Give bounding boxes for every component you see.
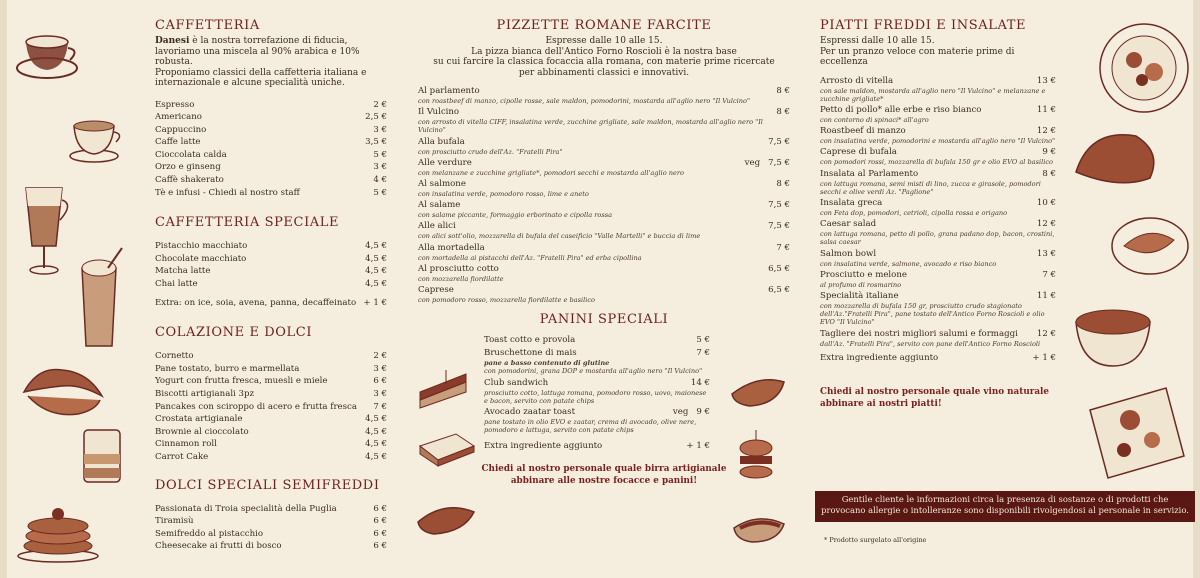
roast-meat-illustration xyxy=(1070,122,1166,192)
menu-item-description: con roastbeef di manzo, cipolle rosse, sale maldon, pomodorini, mostarda all'aglio nero "Il Vulcino" xyxy=(418,97,751,105)
menu-item-header xyxy=(820,126,1056,137)
menu-item-price: 6,5 € xyxy=(768,285,790,296)
menu-item-name: Cinnamon roll xyxy=(155,439,217,450)
menu-item-price: 11 € xyxy=(1036,290,1056,301)
wine-promo: Chiedi al nostro personale quale vino naturale abbinare ai nostri piatti! xyxy=(820,387,1049,410)
menu-item xyxy=(418,179,790,198)
menu-item-price-group xyxy=(696,348,710,359)
menu-item-name: Pancakes con sciroppo di acero e frutta fresca xyxy=(155,401,357,412)
column-right xyxy=(820,18,1056,410)
menu-item-header xyxy=(820,291,1056,302)
piatti-extra-row: Extra ingrediente aggiunto + 1 € xyxy=(820,352,1056,363)
menu-item-name: Carrot Cake xyxy=(155,451,209,462)
menu-item-price: 3 € xyxy=(373,162,387,173)
menu-item xyxy=(155,438,387,451)
menu-item-price: 7,5 € xyxy=(768,221,790,232)
menu-item-price-group xyxy=(768,137,790,148)
iced-coffee-illustration xyxy=(68,246,132,352)
menu-item-header xyxy=(820,169,1056,180)
menu-item-header xyxy=(418,86,790,97)
menu-item-description: con alici sott'olio, mozzarella di bufala del caseificio "Valle Martelli" e buccia di lime xyxy=(418,232,701,241)
menu-item-price: 13 € xyxy=(1036,248,1056,259)
menu-item-description: con insalatina verde, pomodoro rosso, lime e aneto xyxy=(418,190,589,199)
menu-item-description: con contorno di spinaci* all'agro xyxy=(820,115,929,124)
menu-item-description: con pomodoro rosso, mozzarella fiordilatte e basilico xyxy=(418,296,595,305)
menu-item xyxy=(820,169,1056,196)
menu-item-price-group xyxy=(673,407,710,418)
menu-item-description: dall'Az. "Fratelli Pira", servito con pane dell'Antico Forno Roscioli xyxy=(820,339,1041,348)
menu-item xyxy=(418,137,790,156)
menu-item-name: Biscotti artigianali 3pz xyxy=(155,389,255,399)
menu-item-name: Cheesecake ai frutti di bosco xyxy=(155,541,282,552)
menu-item-price: 6 € xyxy=(373,376,387,387)
allergen-notice: Gentile cliente le informazioni circa la presenza di sostanze o di prodotti che provocano allergie o intolleranze sono disponibili rivolgendosi al personale in servizio. xyxy=(815,491,1195,522)
menu-item-header xyxy=(418,179,790,190)
menu-item-price: 6 € xyxy=(373,528,387,539)
menu-item-price: 7 € xyxy=(373,401,387,412)
menu-item-name: Roastbeef di manzo xyxy=(820,126,906,137)
menu-item-price-group xyxy=(1037,291,1056,302)
menu-item xyxy=(820,126,1056,145)
menu-item-name: Specialità italiane xyxy=(820,290,899,301)
menu-item xyxy=(155,540,387,553)
menu-item-description: con pomodorini, grana DOP e mostarda all'aglio nero "Il Vulcino" xyxy=(484,367,703,376)
menu-item-description: con mozzarella di bufala 150 gr, prosciutto crudo stagionato dell'Az."Fratelli Pira", pane tostato dell'Antico Forno Roscioli e olio EVO "Il Vulcino" xyxy=(820,301,1045,327)
menu-item-header xyxy=(418,285,790,296)
menu-item xyxy=(820,198,1056,217)
menu-item-price: 9 € xyxy=(696,407,710,418)
menu-item xyxy=(155,136,387,149)
menu-item xyxy=(820,291,1056,327)
menu-item xyxy=(484,378,710,405)
charcuterie-board-illustration xyxy=(1080,380,1190,484)
menu-item-price: 4,5 € xyxy=(365,414,387,425)
menu-item-name: Caesar salad xyxy=(820,219,877,230)
caffetteria-intro: Danesi è la nostra torrefazione di fiducia, lavoriamo una miscela al 90% arabica e 10% robusta. Proponiamo classici della caffetteria italiana e internazionale e alcune specialità uniche. xyxy=(155,36,367,88)
menu-item-name: Alla bufala xyxy=(418,136,465,147)
menu-item-name: Cioccolata calda xyxy=(155,149,227,160)
menu-item-description: con salame piccante, formaggio erborinato e cipolla rossa xyxy=(418,211,613,220)
beer-promo: Chiedi al nostro personale quale birra artigianale abbinare alle nostre focacce e panini! xyxy=(481,464,727,487)
menu-item-header xyxy=(418,243,790,254)
menu-item-price: 2 € xyxy=(373,351,387,362)
colazione-list xyxy=(155,350,387,463)
menu-item-price-group xyxy=(768,221,790,232)
menu-item-price: 12 € xyxy=(1036,219,1056,230)
menu-item-description: con lattuga romana, semi misti di lino, zucca e girasole, pomodori secchi e olive verdi Az. "Paglione" xyxy=(820,179,1041,196)
menu-item xyxy=(418,86,790,105)
menu-item-name: Semifreddo al pistacchio xyxy=(155,528,264,539)
column-middle xyxy=(418,18,790,487)
menu-item-price-group xyxy=(768,264,790,275)
menu-item-name: Tagliere dei nostri migliori salumi e formaggi xyxy=(820,328,1018,339)
menu-item-price: 6 € xyxy=(373,516,387,527)
section-title-piatti: PIATTI FREDDI E INSALATE xyxy=(820,18,1027,33)
menu-item-price-group xyxy=(1037,219,1056,230)
pancakes-illustration xyxy=(14,498,100,564)
menu-item-price-group xyxy=(1037,329,1056,340)
menu-item-name: Avocado zaatar toast xyxy=(484,407,576,418)
menu-item-name: Tiramisù xyxy=(155,516,194,527)
menu-item-price: 4,5 € xyxy=(365,439,387,450)
menu-item-header xyxy=(820,76,1056,87)
menu-item-name: Club sandwich xyxy=(484,377,549,388)
menu-item-price-group xyxy=(696,335,710,346)
menu-item xyxy=(820,249,1056,268)
menu-item-header xyxy=(820,219,1056,230)
menu-item xyxy=(155,253,387,266)
menu-item xyxy=(418,158,790,177)
menu-item-price: 3 € xyxy=(373,389,387,399)
menu-item-price: 7 € xyxy=(696,348,710,359)
menu-item-price: 8 € xyxy=(776,179,790,190)
menu-item-name: Pistacchio macchiato xyxy=(155,241,248,252)
menu-item-name: Espresso xyxy=(155,99,195,110)
menu-item-price: 3 € xyxy=(373,363,387,374)
menu-item-price: 6,5 € xyxy=(768,263,790,274)
menu-item xyxy=(418,243,790,262)
menu-item-name: Cappuccino xyxy=(155,124,207,135)
menu-item-price: 8 € xyxy=(776,86,790,96)
menu-item-name: Prosciutto e melone xyxy=(820,269,907,280)
menu-item-price: 12 € xyxy=(1036,328,1056,339)
menu-item xyxy=(820,105,1056,124)
section-title-panini: PANINI SPECIALI xyxy=(539,312,669,328)
menu-item-description: con prosciutto crudo dell'Az. "Fratelli Pira" xyxy=(418,147,563,156)
menu-item-name: Brownie al cioccolato xyxy=(155,426,249,437)
menu-item-name: Petto di pollo* alle erbe e riso bianco xyxy=(820,104,982,115)
menu-item-price: 4,5 € xyxy=(365,451,387,462)
menu-item xyxy=(155,515,387,528)
menu-item xyxy=(820,147,1056,166)
menu-item-name: Orzo e ginseng xyxy=(155,162,221,173)
menu-item-price: 11 € xyxy=(1036,104,1056,115)
menu-item-price-group xyxy=(1037,76,1056,87)
menu-item-price: 7 € xyxy=(776,242,790,253)
menu-item xyxy=(155,161,387,174)
menu-item-price: 4,5 € xyxy=(365,241,387,252)
menu-item-price: 13 € xyxy=(1036,75,1056,86)
menu-item xyxy=(418,221,790,240)
menu-item-name: Caprese di bufala xyxy=(820,147,897,158)
menu-item xyxy=(820,329,1056,348)
menu-item-price: 7,5 € xyxy=(768,136,790,147)
menu-item-name: Al parlamento xyxy=(418,86,480,96)
menu-item-price: 9 € xyxy=(1042,147,1056,158)
menu-item-name: Crostata artigianale xyxy=(155,414,243,425)
menu-item xyxy=(155,240,387,253)
bowl-illustration xyxy=(1070,292,1156,372)
menu-item xyxy=(820,76,1056,103)
menu-item-price: 7 € xyxy=(1042,269,1056,280)
brand-name: Danesi xyxy=(155,36,190,46)
menu-item xyxy=(155,124,387,137)
menu-item xyxy=(155,99,387,112)
menu-item-price-group xyxy=(745,158,790,169)
section-title-pizzette: PIZZETTE ROMANE FARCITE xyxy=(496,18,712,33)
menu-item-price: 12 € xyxy=(1036,126,1056,137)
panini-extra-row: Extra ingrediente aggiunto + 1 € xyxy=(484,441,710,452)
menu-item xyxy=(484,335,710,346)
menu-item-header xyxy=(484,335,710,346)
menu-item-name: Arrosto di vitella xyxy=(820,75,894,86)
menu-item xyxy=(155,363,387,376)
menu-item xyxy=(155,451,387,464)
menu-item-name: Americano xyxy=(155,112,202,123)
pizzette-intro: Espresse dalle 10 alle 15. La pizza bianca dell'Antico Forno Roscioli è la nostra base su cui farcire la classica focaccia alla romana, con materie prime ricercate per abbinamenti classici e innovativi. xyxy=(433,36,775,78)
menu-item-header xyxy=(484,407,710,418)
menu-item-price: 4,5 € xyxy=(365,253,387,264)
menu-item-header xyxy=(820,249,1056,260)
menu-item-price-group xyxy=(776,179,790,190)
menu-item-price-group xyxy=(1037,126,1056,137)
menu-item-name: Insalata al Parlamento xyxy=(820,168,919,179)
menu-item-header xyxy=(820,270,1056,281)
salad-plate-illustration xyxy=(1096,20,1192,116)
menu-item-header xyxy=(820,198,1056,209)
menu-item-description: con insalatina verde, salmone, avocado e riso bianco xyxy=(820,259,997,268)
menu-item-price: 14 € xyxy=(690,377,710,388)
coffee-cup-illustration xyxy=(14,24,80,84)
menu-item xyxy=(155,388,387,401)
veg-tag: veg xyxy=(744,157,761,168)
menu-item xyxy=(820,219,1056,246)
menu-item-name: Insalata greca xyxy=(820,197,883,208)
menu-item-name: Tè e infusi - Chiedi al nostro staff xyxy=(155,187,300,198)
menu-item-price-group xyxy=(1042,270,1056,281)
menu-item-name: Salmon bowl xyxy=(820,248,877,259)
menu-item-name: Alle alici xyxy=(418,221,456,232)
menu-item xyxy=(155,265,387,278)
menu-item-price: 4,5 € xyxy=(365,266,387,277)
section-title-caffetteria-speciale: CAFFETTERIA SPECIALE xyxy=(155,215,340,231)
column-left xyxy=(155,18,387,553)
menu-item-name: Chocolate macchiato xyxy=(155,253,247,264)
menu-item xyxy=(155,375,387,388)
menu-item-name: Chai latte xyxy=(155,279,198,290)
menu-item-name: Al salame xyxy=(418,200,461,211)
menu-item xyxy=(155,426,387,439)
menu-item-price: 10 € xyxy=(1036,197,1056,208)
menu-item-header xyxy=(418,264,790,275)
menu-item-description: con melanzane e zucchine grigliate*, pomodori secchi e mostarda all'aglio nero xyxy=(418,168,685,177)
caffetteria-speciale-list xyxy=(155,240,387,290)
menu-item-name: Caffe latte xyxy=(155,137,201,148)
menu-item-price: 8 € xyxy=(1042,168,1056,179)
menu-item xyxy=(155,278,387,291)
menu-item xyxy=(484,348,710,375)
hot-dog-illustration xyxy=(730,510,788,546)
menu-item xyxy=(418,264,790,283)
menu-item-header xyxy=(484,378,710,389)
piatti-intro: Espressi dalle 10 alle 15. Per un pranzo veloce con materie prime di eccellenza xyxy=(820,36,1015,67)
menu-item-name: Alle verdure xyxy=(418,157,472,168)
menu-item-name: Al salmone xyxy=(418,179,466,190)
footnote: * Prodotto surgelato all'origine xyxy=(824,536,927,544)
menu-item-header xyxy=(418,200,790,211)
pizzette-list xyxy=(418,86,790,304)
panini-list xyxy=(484,335,710,434)
menu-item-header xyxy=(820,105,1056,116)
menu-item-price-group xyxy=(776,243,790,254)
menu-item xyxy=(155,528,387,541)
menu-item-price-group xyxy=(1037,105,1056,116)
menu-item-price: 3 € xyxy=(373,124,387,135)
menu-item-description: al profumo di rosmarino xyxy=(820,280,902,289)
menu-item xyxy=(155,187,387,200)
menu-item xyxy=(155,174,387,187)
menu-item xyxy=(155,111,387,124)
menu-item-name: Caffè shakerato xyxy=(155,175,224,186)
menu-item-name: Caprese xyxy=(418,285,454,296)
menu-item-price-group xyxy=(1042,169,1056,180)
menu-item-header xyxy=(418,107,790,118)
menu-item-name: Yogurt con frutta fresca, muesli e miele xyxy=(155,376,328,387)
menu-item-description: con lattuga romana, petto di pollo, grana padano dop, bacon, crostini, salsa caesar xyxy=(820,230,1055,247)
menu-item-price: 2,5 € xyxy=(365,112,387,123)
menu-item-name: Passionata di Troia specialità della Puglia xyxy=(155,503,337,514)
menu-item-price: 6 € xyxy=(373,541,387,552)
menu-item-description: con pomodori rossi, mozzarella di bufala 150 gr e olio EVO al basilico xyxy=(820,158,1053,167)
menu-item xyxy=(155,401,387,414)
menu-item-name: Cornetto xyxy=(155,351,194,362)
menu-item-header xyxy=(418,221,790,232)
menu-item-price: 7,5 € xyxy=(768,157,790,168)
menu-item-name: Pane tostato, burro e marmellata xyxy=(155,363,300,374)
menu-item-description: con mozzarella fiordilatte xyxy=(418,274,504,283)
croissant-illustration xyxy=(18,362,106,422)
menu-item-price: 7,5 € xyxy=(768,200,790,211)
menu-item-name: Matcha latte xyxy=(155,266,211,277)
menu-item-description: con arrosto di vitella CIFF, insalatina verde, zucchine grigliate, sale maldon, mostarda all'aglio nero "Il Vulcino" xyxy=(418,118,763,135)
menu-item xyxy=(155,503,387,516)
menu-item-price-group xyxy=(768,200,790,211)
menu-item-name: Toast cotto e provola xyxy=(484,335,576,346)
menu-item-price-group xyxy=(1037,249,1056,260)
section-title-caffetteria: CAFFETTERIA xyxy=(155,18,260,33)
baguette-illustration xyxy=(414,498,478,538)
menu-item-price-group xyxy=(776,107,790,118)
menu-item xyxy=(155,149,387,162)
menu-item-price: 3,5 € xyxy=(365,137,387,148)
caffetteria-list xyxy=(155,99,387,200)
menu-item-price-group xyxy=(691,378,710,389)
menu-item-price: 4,5 € xyxy=(365,426,387,437)
menu-item-header xyxy=(820,329,1056,340)
menu-item xyxy=(820,270,1056,289)
extra-row: Extra: on ice, soia, avena, panna, decaffeinato + 1 € xyxy=(155,297,387,308)
menu-item xyxy=(155,413,387,426)
menu-item-price: 5 € xyxy=(373,149,387,160)
menu-item-description: con Feta dop, pomodori, cetrioli, cipolla rossa e origano xyxy=(820,208,1008,217)
yogurt-jar-illustration xyxy=(78,424,126,486)
menu-item-price: 2 € xyxy=(373,99,387,110)
menu-item-price: 6 € xyxy=(373,503,387,514)
menu-item-header xyxy=(418,158,790,169)
menu-item-note: pane a basso contenuto di glutine xyxy=(484,359,610,368)
menu-item-price: 5 € xyxy=(696,335,710,346)
cappuccino-cup-illustration xyxy=(66,112,122,164)
menu-item-price-group xyxy=(1037,198,1056,209)
menu-item-header xyxy=(820,147,1056,158)
menu-item-header xyxy=(484,348,710,359)
left-edge-strip xyxy=(0,0,7,578)
menu-item-price: 5 € xyxy=(373,187,387,198)
menu-item-description: con insalatina verde, pomodorini e mostarda all'aglio nero "Il Vulcino" xyxy=(820,137,1056,146)
menu-item-name: Al prosciutto cotto xyxy=(418,263,499,274)
menu-item-price: 8 € xyxy=(776,107,790,118)
menu-item-price-group xyxy=(776,86,790,97)
menu-item-price: 4 € xyxy=(373,175,387,186)
menu-item-description: prosciutto cotto, lattuga romana, pomodoro rosso, uovo, maionese e bacon, servito con patate chips xyxy=(484,388,707,405)
section-title-colazione: COLAZIONE E DOLCI xyxy=(155,325,313,341)
menu-item-header xyxy=(418,137,790,148)
menu-item xyxy=(418,200,790,219)
menu-item-price-group xyxy=(768,285,790,296)
menu-item xyxy=(418,107,790,134)
menu-item xyxy=(484,407,710,434)
piatti-list xyxy=(820,76,1056,348)
menu-item-name: Bruschettone di mais xyxy=(484,348,577,359)
semifreddi-list xyxy=(155,503,387,553)
menu-item xyxy=(155,350,387,363)
menu-item-price: 4,5 € xyxy=(365,279,387,290)
fish-plate-illustration xyxy=(1108,210,1192,280)
menu-item-name: Alla mortadella xyxy=(418,242,485,253)
menu-item-description: con sale maldon, mostarda all'aglio nero "Il Vulcino" e melanzane e zucchine grigliate* xyxy=(820,86,1046,103)
menu-item-price-group xyxy=(1042,147,1056,158)
menu-item-description: con mortadella ai pistacchi dell'Az. "Fratelli Pira" ed erba cipollina xyxy=(418,253,642,262)
menu-item-name: Il Vulcino xyxy=(418,107,460,118)
menu-item xyxy=(418,285,790,304)
menu-item-description: pane tostato in olio EVO e zaatar, crema di avocado, olive nere, pomodoro e lattuga, servito con patate chips xyxy=(484,418,697,435)
section-title-semifreddi: DOLCI SPECIALI SEMIFREDDI xyxy=(155,477,380,493)
veg-tag: veg xyxy=(672,407,689,418)
